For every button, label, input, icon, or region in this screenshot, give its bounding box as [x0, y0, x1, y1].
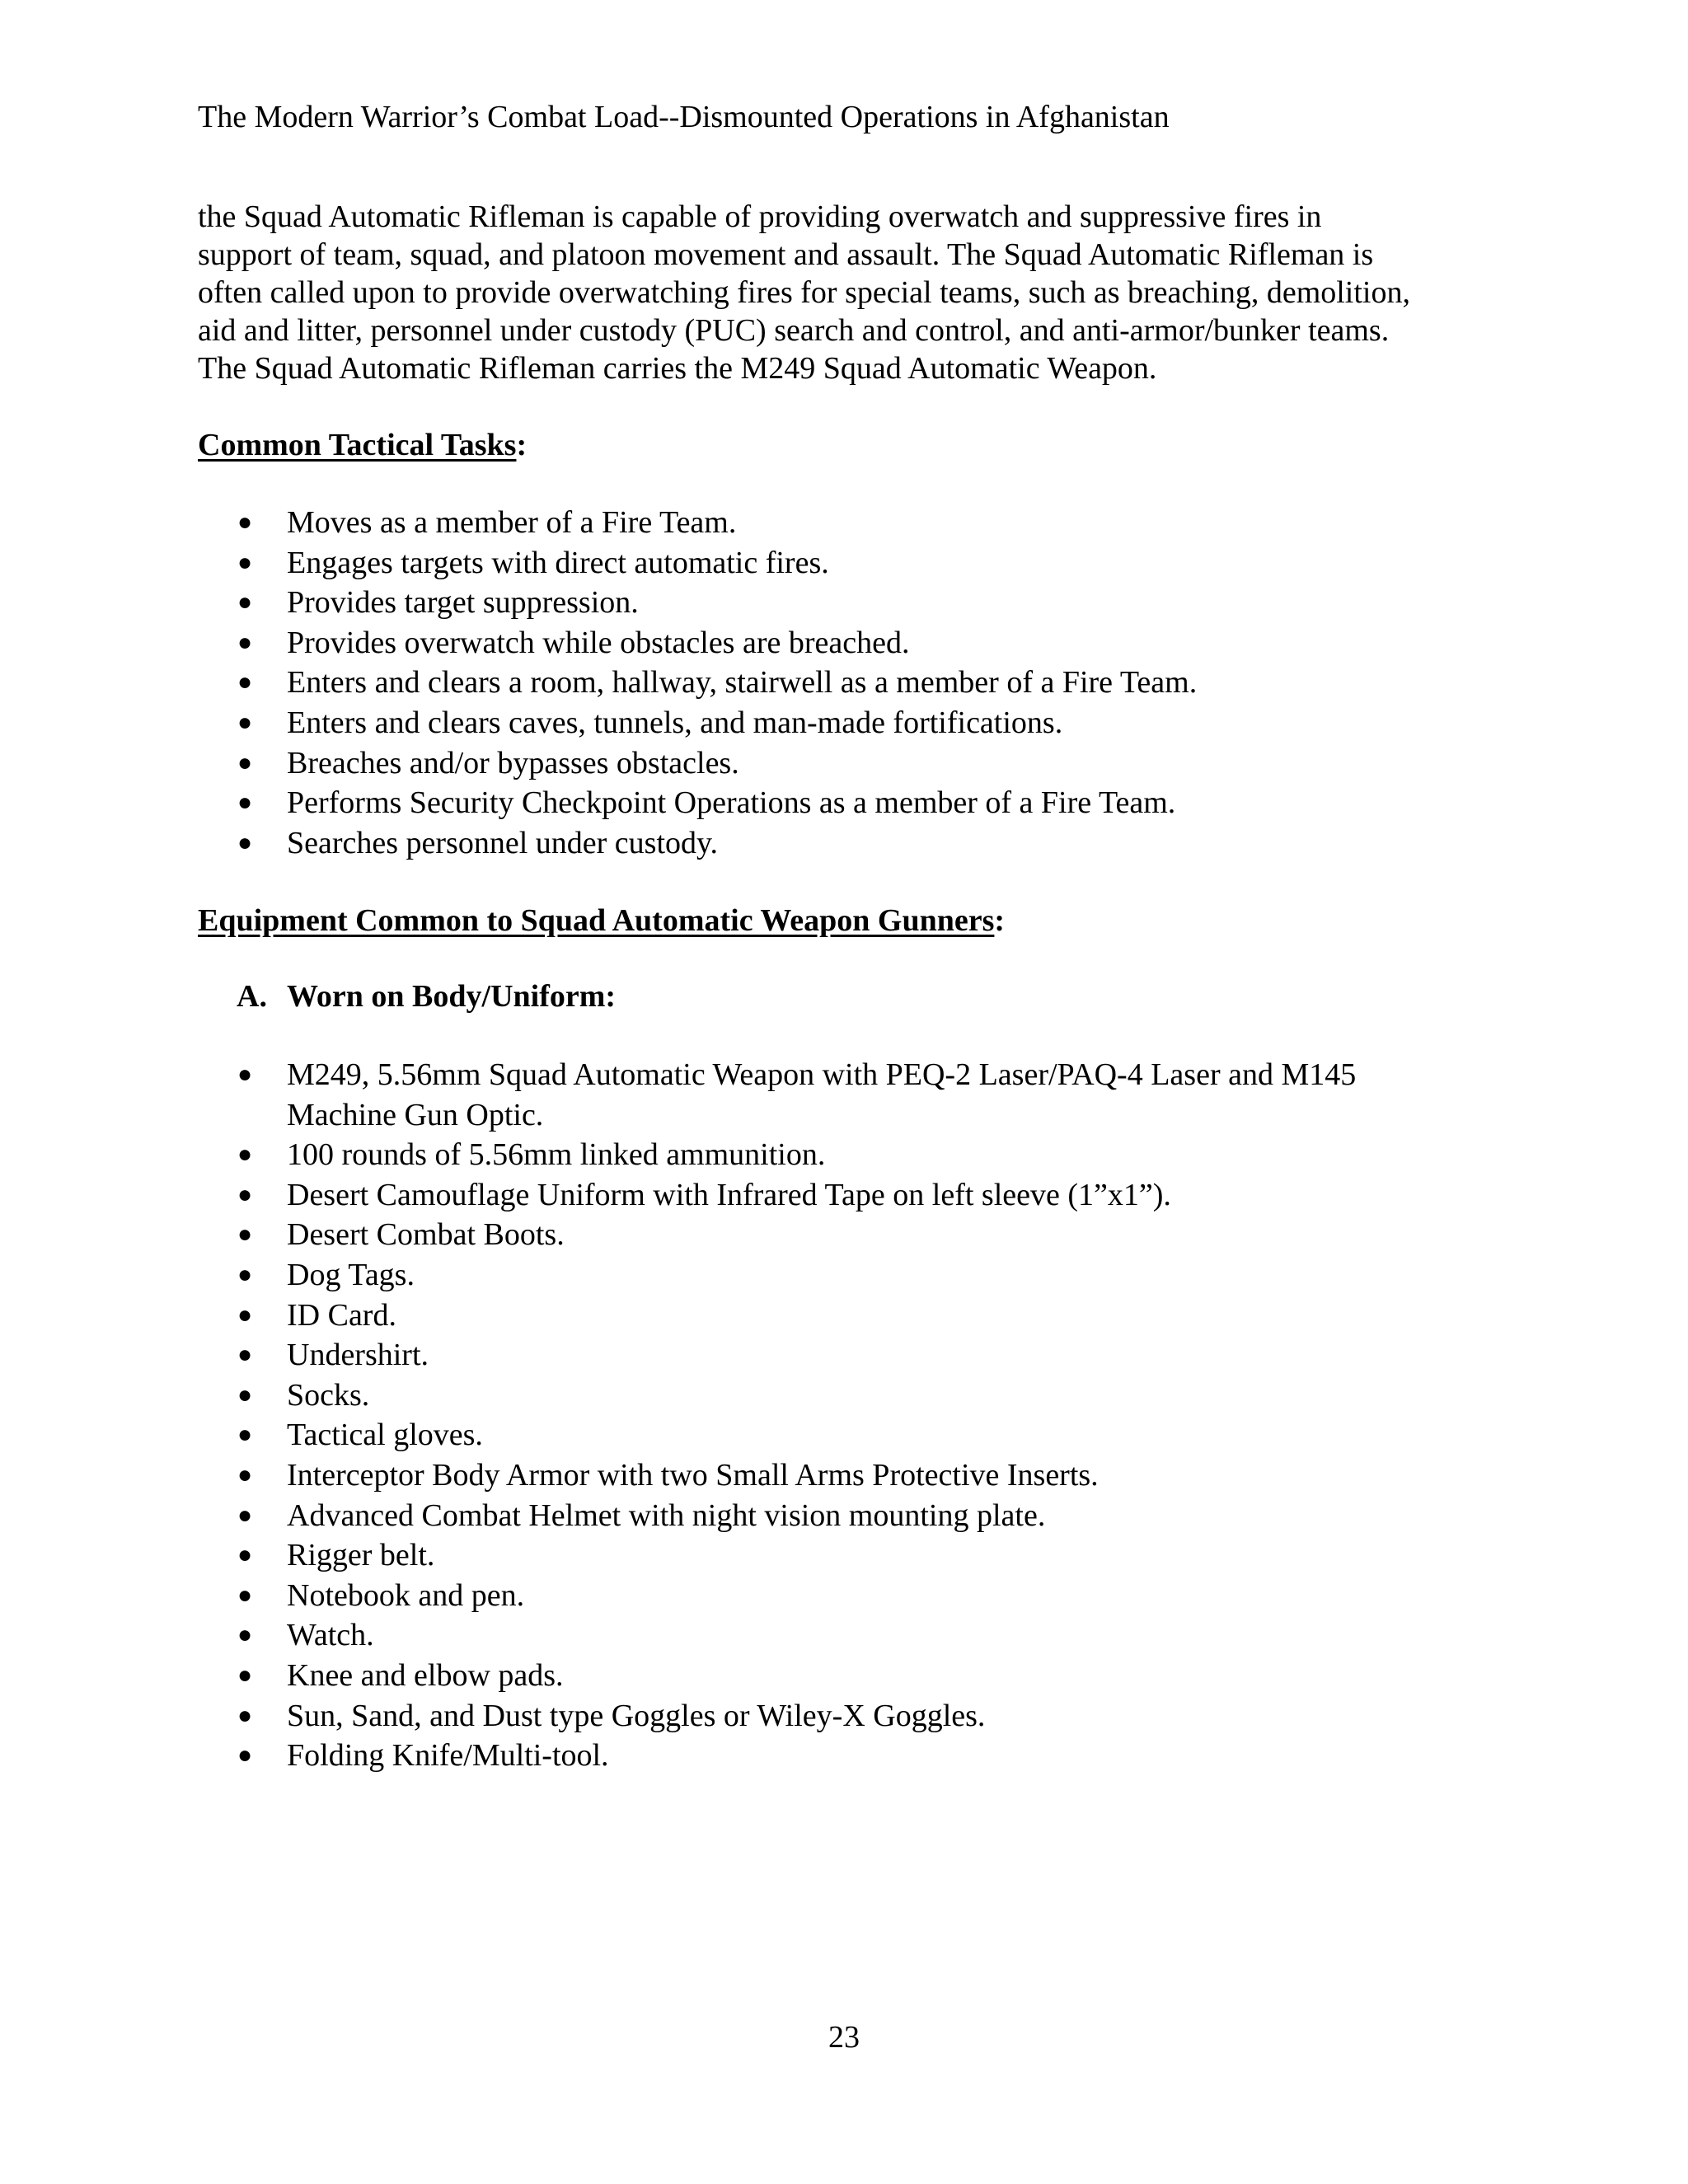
list-item: [198, 663, 1197, 703]
list-item: [198, 1215, 1356, 1255]
list-item-text: Provides overwatch while obstacles are breached.: [287, 625, 910, 660]
bullet-icon: ●: [237, 1260, 253, 1288]
list-item: [198, 1615, 1356, 1656]
subheading-letter: A.: [237, 979, 267, 1014]
paragraph-line: aid and litter, personnel under custody (PUC) search and control, and anti-armor/bunker teams.: [198, 313, 1390, 348]
paragraph-line: the Squad Automatic Rifleman is capable of providing overwatch and suppressive fires in: [198, 199, 1322, 234]
list-item: [198, 1175, 1356, 1216]
list-item-text: Searches personnel under custody.: [287, 825, 719, 860]
list-item: [198, 1335, 1356, 1376]
bullet-icon: ●: [237, 1460, 253, 1488]
list-item: [198, 1696, 1356, 1736]
bullet-icon: ●: [237, 1541, 253, 1569]
list-item: [198, 1255, 1356, 1296]
list-item: [198, 543, 1197, 583]
list-item-text: Enters and clears a room, hallway, stairwell as a member of a Fire Team.: [287, 665, 1198, 701]
bullet-icon: ●: [237, 1221, 253, 1249]
list-item: [198, 1535, 1356, 1576]
tactical-tasks-list: [198, 503, 1197, 863]
list-item: [198, 583, 1197, 623]
subheading-title: Worn on Body/Uniform:: [287, 979, 617, 1014]
paragraph-line: often called upon to provide overwatching fires for special teams, such as breaching, demolition,: [198, 275, 1410, 310]
list-item-text: Engages targets with direct automatic fires.: [287, 545, 829, 580]
bullet-icon: ●: [237, 1341, 253, 1369]
list-item-text: Breaches and/or bypasses obstacles.: [287, 745, 739, 780]
list-item-text: Advanced Combat Helmet with night vision mounting plate.: [287, 1497, 1046, 1533]
bullet-icon: ●: [237, 1421, 253, 1449]
list-item: [198, 1656, 1356, 1696]
bullet-icon: ●: [237, 1380, 253, 1408]
intro-paragraph: [198, 198, 1508, 387]
list-item: [198, 703, 1197, 743]
bullet-icon: ●: [237, 1061, 253, 1088]
equipment-list: [198, 1055, 1356, 1776]
bullet-icon: ●: [237, 548, 253, 576]
list-item-text: Undershirt.: [287, 1338, 429, 1373]
paragraph-line: support of team, squad, and platoon movement and assault. The Squad Automatic Rifleman is: [198, 237, 1374, 272]
list-item: [198, 1455, 1356, 1496]
list-item: [198, 1736, 1356, 1776]
list-item-text: Tactical gloves.: [287, 1418, 483, 1453]
list-item-text: Desert Combat Boots.: [287, 1217, 565, 1253]
bullet-icon: ●: [237, 1501, 253, 1529]
list-item-text: Rigger belt.: [287, 1538, 435, 1573]
list-item-text: Folding Knife/Multi-tool.: [287, 1738, 609, 1774]
heading-colon: :: [994, 903, 1006, 938]
list-item-text: Watch.: [287, 1618, 374, 1653]
running-header: The Modern Warrior’s Combat Load--Dismounted Operations in Afghanistan: [198, 100, 1170, 134]
list-item-text-continued: Machine Gun Optic.: [287, 1097, 544, 1132]
list-item: [198, 1296, 1356, 1336]
bullet-icon: ●: [237, 628, 253, 656]
list-item: [198, 743, 1197, 784]
bullet-icon: ●: [237, 1141, 253, 1169]
list-item: [198, 1496, 1356, 1536]
paragraph-line: The Squad Automatic Rifleman carries the M249 Squad Automatic Weapon.: [198, 351, 1157, 386]
worn-on-body-subheading: [237, 977, 616, 1016]
list-item-text: Sun, Sand, and Dust type Goggles or Wiley-X Goggles.: [287, 1698, 986, 1733]
list-item-text: Provides target suppression.: [287, 585, 639, 621]
bullet-icon: ●: [237, 1701, 253, 1729]
tactical-tasks-heading: [198, 425, 527, 465]
list-item: [198, 1055, 1356, 1135]
bullet-icon: ●: [237, 1661, 253, 1689]
bullet-icon: ●: [237, 1581, 253, 1609]
list-item-text: Notebook and pen.: [287, 1577, 525, 1613]
equipment-heading: [198, 901, 1005, 940]
list-item: [198, 823, 1197, 864]
bullet-icon: ●: [237, 1301, 253, 1329]
list-item: [198, 1415, 1356, 1455]
bullet-icon: ●: [237, 588, 253, 616]
list-item: [198, 623, 1197, 663]
bullet-icon: ●: [237, 509, 253, 536]
list-item-text: Knee and elbow pads.: [287, 1657, 564, 1693]
bullet-icon: ●: [237, 1621, 253, 1649]
list-item-text: Interceptor Body Armor with two Small Arms Protective Inserts.: [287, 1457, 1099, 1493]
list-item-text: M249, 5.56mm Squad Automatic Weapon with PEQ-2 Laser/PAQ-4 Laser and M145: [287, 1057, 1357, 1092]
list-item: [198, 783, 1197, 823]
list-item: [198, 1576, 1356, 1616]
bullet-icon: ●: [237, 748, 253, 776]
list-item: [198, 1376, 1356, 1416]
tactical-tasks-heading-text: Common Tactical Tasks: [198, 428, 517, 462]
bullet-icon: ●: [237, 708, 253, 736]
list-item: [198, 1135, 1356, 1175]
heading-colon: :: [516, 428, 528, 462]
bullet-icon: ●: [237, 668, 253, 696]
list-item: [198, 503, 1197, 543]
list-item-text: Enters and clears caves, tunnels, and man-made fortifications.: [287, 705, 1063, 740]
equipment-heading-text: Equipment Common to Squad Automatic Weapon Gunners: [198, 903, 995, 938]
list-item-text: ID Card.: [287, 1297, 396, 1333]
bullet-icon: ●: [237, 789, 253, 817]
bullet-icon: ●: [237, 1180, 253, 1208]
page-number: 23: [828, 2020, 860, 2055]
list-item-text: Socks.: [287, 1377, 370, 1413]
list-item-text: Moves as a member of a Fire Team.: [287, 505, 737, 540]
list-item-text: 100 rounds of 5.56mm linked ammunition.: [287, 1137, 826, 1173]
bullet-icon: ●: [237, 1741, 253, 1769]
list-item-text: Performs Security Checkpoint Operations as a member of a Fire Team.: [287, 785, 1176, 821]
list-item-text: Desert Camouflage Uniform with Infrared Tape on left sleeve (1”x1”).: [287, 1177, 1171, 1212]
bullet-icon: ●: [237, 828, 253, 856]
list-item-text: Dog Tags.: [287, 1257, 415, 1292]
